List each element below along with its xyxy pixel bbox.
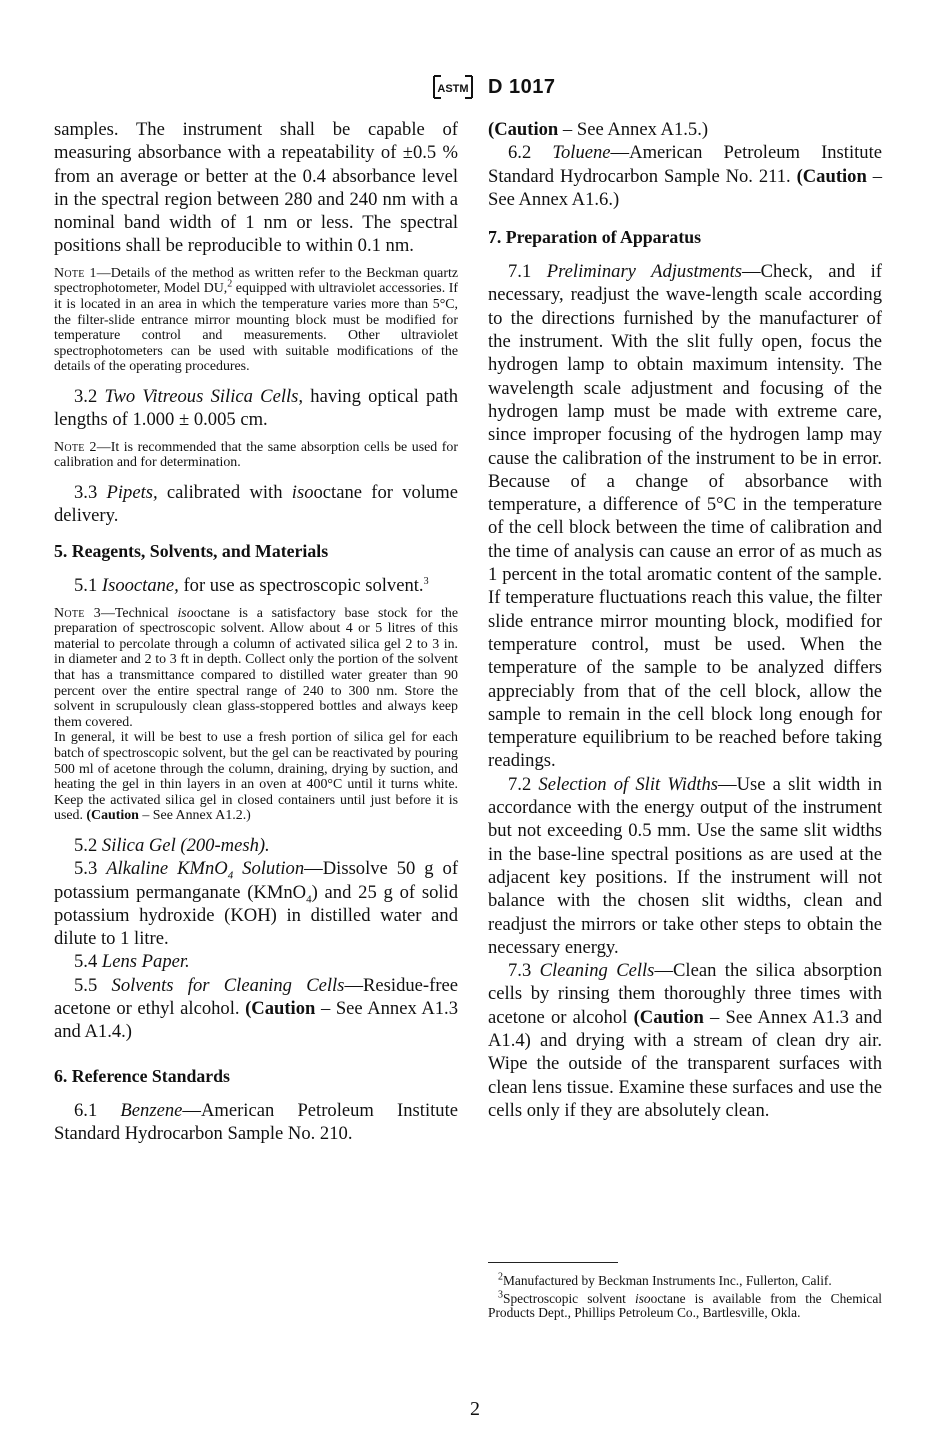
note-3-continued: In general, it will be best to use a fresh portion of silica gel for each batch of spectroscopic solvent, but the gel can be reactivated by pouring 500 ml of acetone through the column, draining, drying by suction, and heating the gel in thin layers in an oven at 400°C until it turns white. Keep the activated silica gel in closed containers until just before it is used. (Caution – See Annex A1.2.) bbox=[54, 730, 458, 824]
right-column bbox=[488, 118, 882, 1122]
section-7-1: 7.1 Preliminary Adjustments—Check, and if necessary, readjust the wave-length scale according to the directions furnished by the manufacturer of the instrument. With the slit fully open, focus the hydrogen lamp to obtain maximum intensity. The wavelength scale adjustment and focusing of the hydrogen lamp must be made with extreme care, since improper focusing of the hydrogen lamp may cause the calibration of the instrument to be in error. Because of a change of absorbance with temperature, a difference of 5°C in the temperature of the cell block between the time of calibration and the time of analysis can cause an error of as much as 1 percent in the total aromatic content of the sample. If temperature fluctuations reach this value, the filter slide entrance mirror mounting block, modified for temperature control, must be used. When the temperature of the sample to be analyzed differs appreciably from that of the cell block, allow the sample to remain in the cell block long enough for temperature equilibrium to be reached before taking readings. bbox=[488, 261, 882, 772]
page-header bbox=[0, 72, 950, 108]
section-6-1: 6.1 Benzene—American Petroleum Institute Standard Hydrocarbon Sample No. 210. bbox=[54, 1099, 458, 1144]
section-5-1: 5.1 Isooctane, for use as spectroscopic solvent.$^3$ bbox=[74, 575, 429, 597]
note-2: Note 2—It is recommended that the same absorption cells be used for calibration and for determination. bbox=[54, 439, 458, 471]
footnotes bbox=[488, 1271, 882, 1324]
section-5-3: 5.3 Alkaline KMnO$_4$ Solution—Dissolve 50 g of potassium permanganate (KMnO$_4$) and 25 g of solid potassium hydroxide (KOH) in distilled water and dilute to 1 litre. bbox=[54, 858, 459, 950]
heading-section-6: 6. Reference Standards bbox=[54, 1065, 230, 1086]
section-7-3: 7.3 Cleaning Cells—Clean the silica absorption cells by rinsing them thoroughly three times with acetone or alcohol (Caution – See Annex A1.3 and A1.4) and drying with a stream of clean dry air. Wipe the outside of the transparent surfaces with clean lens tissue. Examine these surfaces and use the cells only if they are absolutely clean. bbox=[488, 960, 883, 1121]
heading-section-7: 7. Preparation of Apparatus bbox=[488, 227, 702, 248]
section-5-4: 5.4 Lens Paper. bbox=[74, 951, 190, 973]
section-3-2: 3.2 Two Vitreous Silica Cells, having optical path lengths of 1.000 ± 0.005 cm. bbox=[54, 385, 458, 431]
footnote-2: $^2$Manufactured by Beckman Instruments Inc., Fullerton, Calif. bbox=[498, 1271, 832, 1288]
paragraph-continued: samples. The instrument shall be capable of measuring absorbance with a repeatability of ±0.5 % from an average or better at the 0.4 absorbance level in the spectral region between 280 and 240 nm with a nominal band width of 1 nm or less. The spectral positions shall be reproducible to within 0.1 nm. bbox=[54, 119, 458, 257]
section-5-2: 5.2 Silica Gel (200-mesh). bbox=[74, 834, 270, 856]
left-column bbox=[54, 118, 458, 1145]
section-6-2: 6.2 Toluene—American Petroleum Institute Standard Hydrocarbon Sample No. 211. (Caution – See Annex A1.6.) bbox=[488, 142, 883, 210]
heading-section-5: 5. Reagents, Solvents, and Materials bbox=[54, 541, 329, 562]
logo-text: ASTM bbox=[437, 83, 469, 95]
page-number: 2 bbox=[470, 1398, 480, 1420]
section-7-2: 7.2 Selection of Slit Widths—Use a slit width in accordance with the energy output of the instrument but not exceeding 0.5 mm. Use the same slit widths in the base-line spectral positions as are used at the adjacent key positions. If the instrument will not balance with the chosen slit widths, clean and readjust the mirrors or take other steps to obtain the necessary energy. bbox=[488, 773, 882, 958]
note-3: Note 3—Technical isooctane is a satisfactory base stock for the preparation of spectroscopic solvent. Allow about 4 or 5 litres of this material to percolate through a column of activated silica gel 2 to 3 in. in diameter and 2 to 3 ft in depth. Collect only the portion of the solvent that has a transmittance compared to distilled water greater than 90 percent over the entire spectral range of 240 to 300 nm. Store the solvent in scrupulously clean glass-stoppered bottles and always keep them covered. bbox=[54, 605, 458, 730]
note-1: Note 1—Details of the method as written refer to the Beckman quartz spectrophotometer, Model DU,$^2$ equipped with ultraviolet accessories. If it is located in an area in which the temperature varies more than 5°C, the filter-slide entrance mirror mounting block must be modified for temperature control and measurements. Other ultraviolet spectrophotometers can be used with suitable modifications of the details of the operating procedures. bbox=[54, 265, 458, 375]
section-3-3: 3.3 Pipets, calibrated with isooctane for volume delivery. bbox=[54, 481, 459, 527]
footnote-divider bbox=[488, 1262, 618, 1263]
section-5-5: 5.5 Solvents for Cleaning Cells—Residue-free acetone or ethyl alcohol. (Caution – See Annex A1.3 and A1.4.) bbox=[54, 974, 459, 1043]
astm-logo-icon bbox=[430, 72, 476, 102]
section-6-1-continued: (Caution – See Annex A1.5.) bbox=[488, 119, 709, 140]
footnote-3: $^3$Spectroscopic solvent isooctane is available from the Chemical Products Dept., Phillips Petroleum Co., Bartlesville, Okla. bbox=[488, 1289, 882, 1321]
note-label: Note 1 bbox=[54, 265, 97, 281]
document-number: D 1017 bbox=[488, 76, 556, 98]
